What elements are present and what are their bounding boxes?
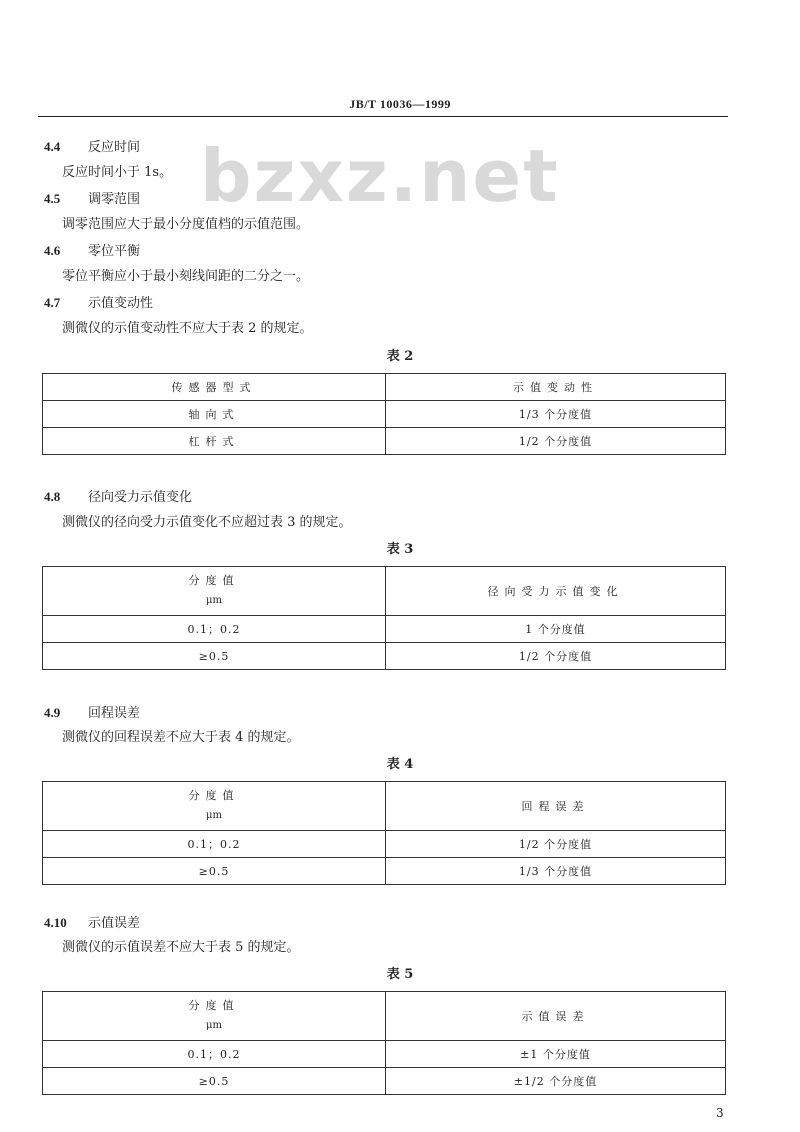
table-header: 径向受力示值变化 [386,567,726,616]
table-cell: 1/2 个分度值 [386,643,726,670]
table-cell: 0.1；0.2 [43,616,386,643]
table-row [43,616,726,643]
section-number: 4.6 [44,243,61,258]
table-cell: ≥0.5 [43,643,386,670]
section-number: 4.7 [44,295,61,310]
table-header [43,567,386,616]
table-cell: 0.1；0.2 [43,1041,386,1068]
table-5 [42,991,726,1095]
section-4-8-text: 测微仪的径向受力示值变化不应超过表 3 的规定。 [62,515,352,530]
table-4-caption: 表 4 [386,757,414,772]
section-title: 示值误差 [88,916,141,931]
section-4-4-text: 反应时间小于 1s。 [62,165,173,180]
section-title: 回程误差 [88,706,141,721]
table-cell: 杠杆式 [43,428,386,455]
table-header: 回程误差 [386,782,726,831]
table-cell: ±1/2 个分度值 [386,1068,726,1095]
table-row [43,643,726,670]
section-number: 4.10 [44,915,67,930]
unit-label: μm [206,595,222,606]
table-header: 传感器型式 [43,374,386,401]
document-header: JB/T 10036—1999 [349,97,451,111]
table-header-label: 分度值 [188,789,240,802]
table-2 [42,373,726,455]
section-title: 径向受力示值变化 [88,490,193,505]
section-4-10-text: 测微仪的示值误差不应大于表 5 的规定。 [62,940,300,955]
table-row [43,1041,726,1068]
table-cell: ≥0.5 [43,1068,386,1095]
unit-label: μm [206,810,222,821]
section-4-5-text: 调零范围应大于最小分度值档的示值范围。 [62,217,310,232]
table-header [43,782,386,831]
table-2-caption: 表 2 [386,349,414,364]
section-4-4-heading [44,138,140,157]
section-title: 反应时间 [88,140,141,155]
section-4-7-text: 测微仪的示值变动性不应大于表 2 的规定。 [62,321,313,336]
section-title: 调零范围 [88,192,141,207]
table-row [43,401,726,428]
table-header: 示值误差 [386,992,726,1041]
table-cell: 1/3 个分度值 [386,858,726,885]
section-number: 4.4 [44,139,61,154]
table-row [43,1068,726,1095]
section-4-6-text: 零位平衡应小于最小刻线间距的二分之一。 [62,269,310,284]
section-number: 4.8 [44,489,61,504]
header-rule [38,116,728,117]
section-4-6-heading [44,242,140,261]
section-number: 4.9 [44,705,61,720]
section-title: 零位平衡 [88,244,141,259]
section-number: 4.5 [44,191,61,206]
table-cell: 1 个分度值 [386,616,726,643]
section-4-5-heading [44,190,140,209]
table-cell: ≥0.5 [43,858,386,885]
table-3-caption: 表 3 [386,542,414,557]
table-5-caption: 表 5 [386,967,414,982]
table-3 [42,566,726,670]
unit-label: μm [206,1020,222,1031]
table-row [43,831,726,858]
page-number: 3 [716,1106,724,1120]
table-row [43,858,726,885]
table-header-label: 分度值 [188,999,240,1012]
watermark: bzxz.net [200,134,560,218]
table-row [43,428,726,455]
table-cell: ±1 个分度值 [386,1041,726,1068]
table-cell: 1/3 个分度值 [386,401,726,428]
section-title: 示值变动性 [88,296,154,311]
section-4-7-heading [44,294,153,313]
table-header: 示值变动性 [386,374,726,401]
table-4 [42,781,726,885]
table-cell: 0.1；0.2 [43,831,386,858]
section-4-9-text: 测微仪的回程误差不应大于表 4 的规定。 [62,730,300,745]
table-header [43,992,386,1041]
table-cell: 1/2 个分度值 [386,428,726,455]
section-4-10-heading [44,914,140,933]
section-4-9-heading [44,704,140,723]
table-cell: 轴向式 [43,401,386,428]
table-cell: 1/2 个分度值 [386,831,726,858]
section-4-8-heading [44,488,192,507]
table-header-label: 分度值 [188,574,240,587]
